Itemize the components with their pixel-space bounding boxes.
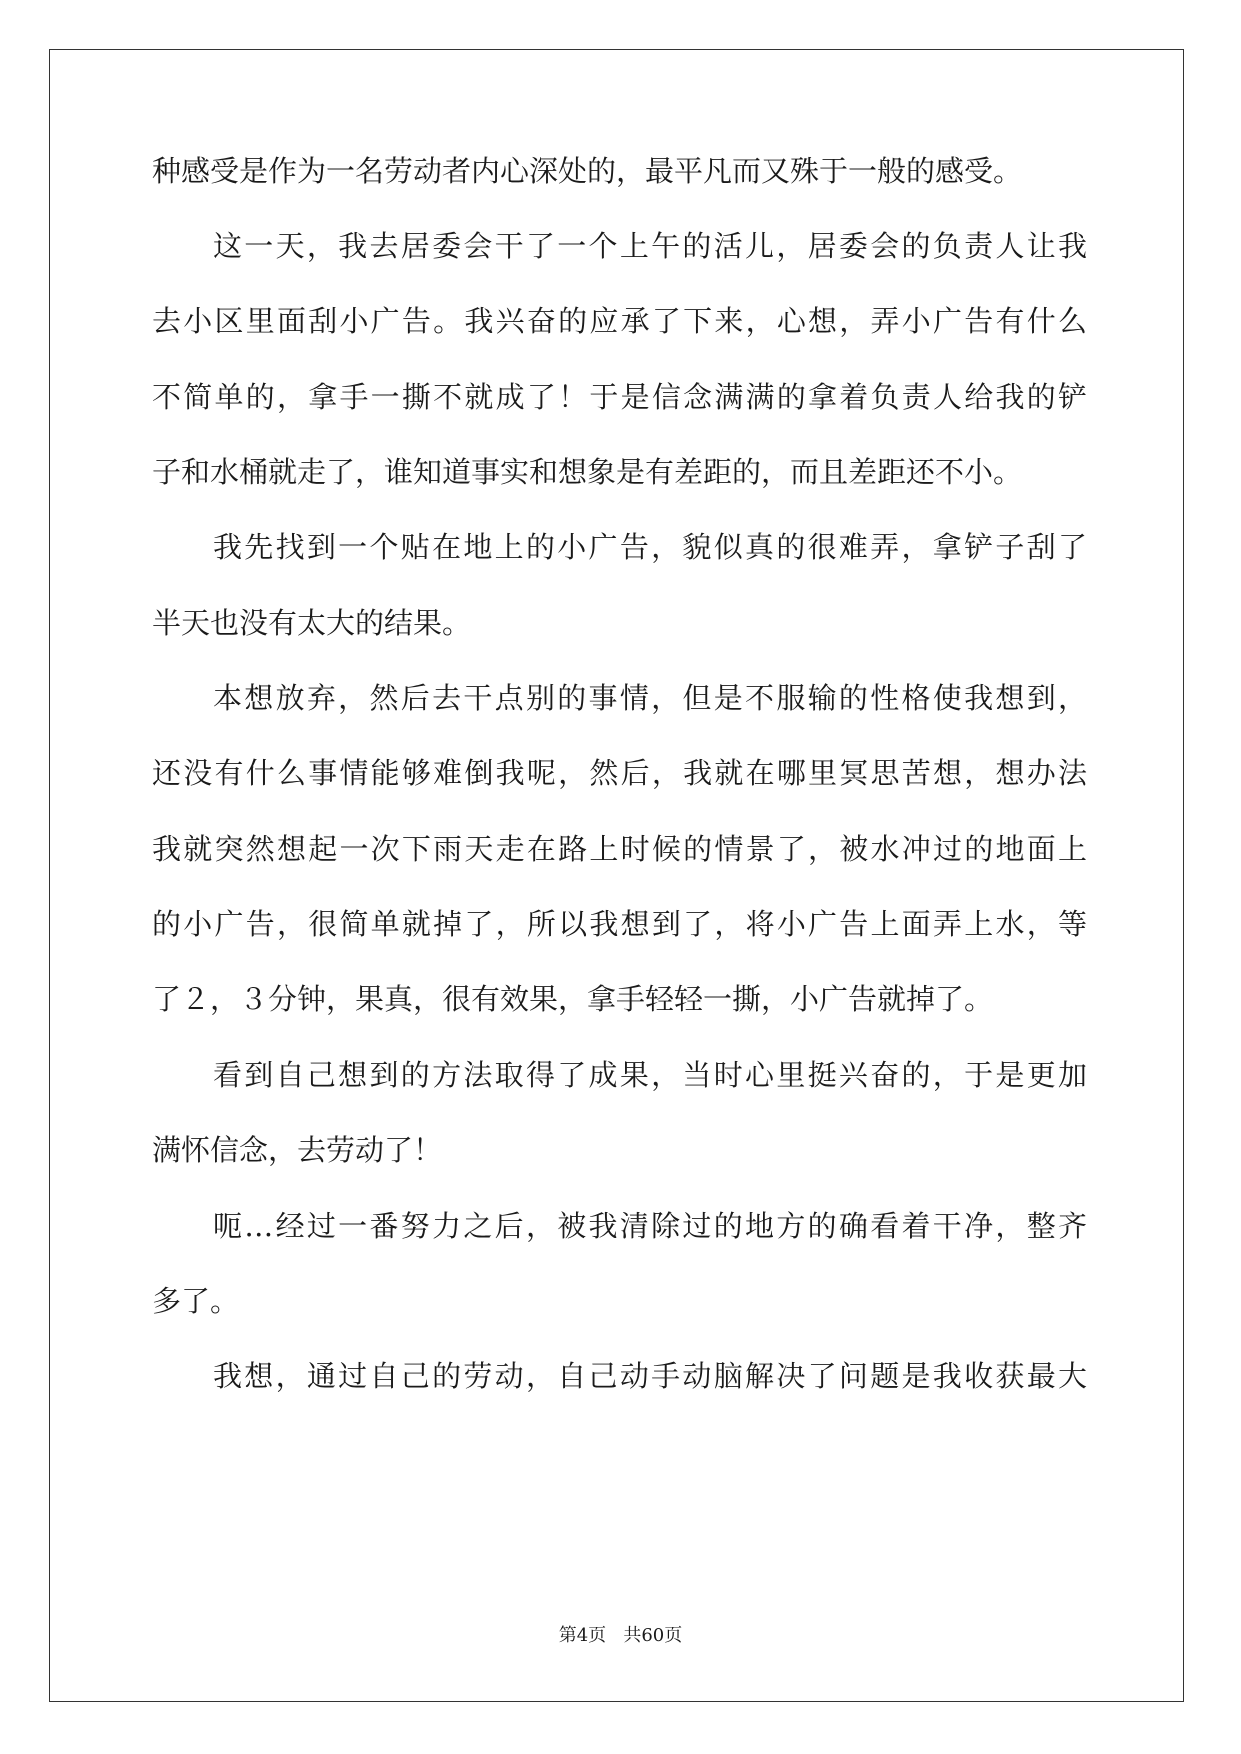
page-border <box>49 49 1184 1702</box>
text-line: 种感受是作为一名劳动者内心深处的，最平凡而又殊于一般的感受。 <box>152 154 1023 188</box>
page-footer: 第4页 共60页 <box>558 1625 683 1646</box>
text-line: 这一天，我去居委会干了一个上午的活儿，居委会的负责人让我 <box>213 229 1087 263</box>
text-line: 我先找到一个贴在地上的小广告，貌似真的很难弄，拿铲子刮了 <box>213 530 1087 564</box>
text-line: 去小区里面刮小广告。我兴奋的应承了下来，心想，弄小广告有什么 <box>152 304 1087 338</box>
text-line: 还没有什么事情能够难倒我呢，然后，我就在哪里冥思苦想，想办法 <box>152 756 1087 790</box>
text-line: 我就突然想起一次下雨天走在路上时候的情景了，被水冲过的地面上 <box>152 832 1087 866</box>
text-line: 的小广告，很简单就掉了，所以我想到了，将小广告上面弄上水，等 <box>152 907 1087 941</box>
text-line: 呃…经过一番努力之后，被我清除过的地方的确看着干净，整齐 <box>213 1209 1087 1243</box>
text-line: 子和水桶就走了，谁知道事实和想象是有差距的，而且差距还不小。 <box>152 455 1023 489</box>
text-line: 半天也没有太大的结果。 <box>152 606 472 640</box>
text-line: 了２，３分钟，果真，很有效果，拿手轻轻一撕，小广告就掉了。 <box>152 982 994 1016</box>
text-line: 满怀信念，去劳动了！ <box>152 1133 443 1167</box>
text-line: 看到自己想到的方法取得了成果，当时心里挺兴奋的，于是更加 <box>213 1058 1087 1092</box>
text-line: 我想，通过自己的劳动，自己动手动脑解决了问题是我收获最大 <box>213 1359 1087 1393</box>
text-line: 不简单的，拿手一撕不就成了！于是信念满满的拿着负责人给我的铲 <box>152 380 1087 414</box>
text-line: 本想放弃，然后去干点别的事情，但是不服输的性格使我想到， <box>213 681 1087 715</box>
text-line: 多了。 <box>152 1284 240 1318</box>
